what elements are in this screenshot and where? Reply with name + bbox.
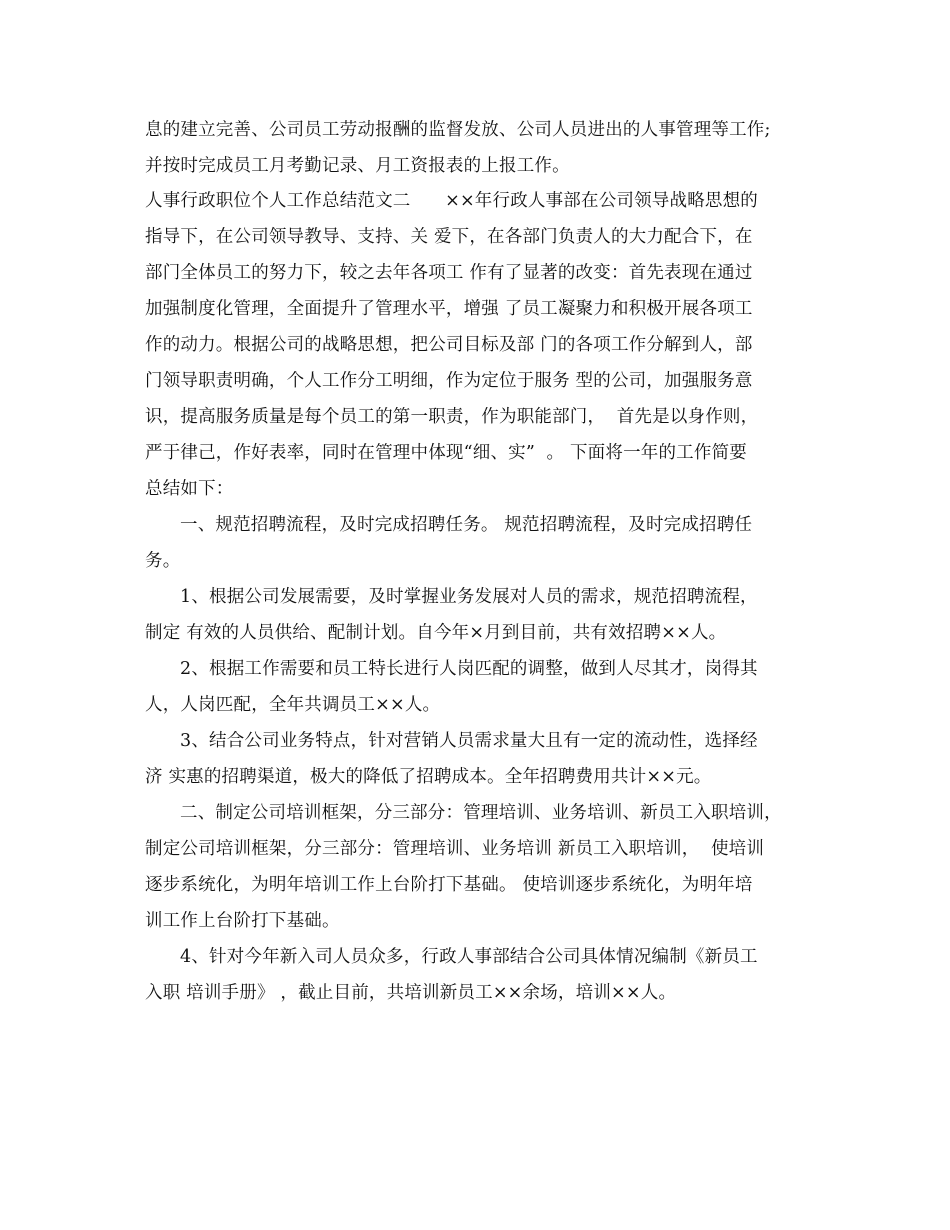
text-line: 1、根据公司发展需要，及时掌握业务发展对人员的需求，规范招聘流程， [180,587,758,607]
section-heading-line: 人事行政职位个人工作总结范文二 ××年行政人事部在公司领导战略思想的 [145,191,759,211]
text-line: 一、规范招聘流程，及时完成招聘任务。 规范招聘流程，及时完成招聘任 [180,515,753,535]
text-line: 入职 培训手册》 ，截止目前，共培训新员工××余场，培训××人。 [145,983,677,1003]
text-line: 训工作上台阶打下基础。 [145,911,340,931]
text-line: 二、制定公司培训框架，分三部分：管理培训、业务培训、新员工入职培训， [180,803,782,823]
text-line: 3、结合公司业务特点，针对营销人员需求量大且有一定的流动性，选择经 [180,731,758,751]
text-line: 制定 有效的人员供给、配制计划。自今年×月到目前，共有效招聘××人。 [145,623,727,643]
text-line: 济 实惠的招聘渠道，极大的降低了招聘成本。全年招聘费用共计××元。 [145,767,712,787]
text-line: 严于律己，作好表率，同时在管理中体现“细、实” 。 下面将一年的工作简要 [145,443,747,463]
text-line: 门领导职责明确，个人工作分工明细，作为定位于服务 型的公司，加强服务意 [145,371,753,391]
text-line: 部门全体员工的努力下，较之去年各项工 作有了显著的改变：首先表现在通过 [145,263,753,283]
text-line: 制定公司培训框架，分三部分：管理培训、业务培训 新员工入职培训， 使培训 [145,839,765,859]
text-line: 逐步系统化，为明年培训工作上台阶打下基础。 使培训逐步系统化，为明年培 [145,875,753,895]
text-line: 指导下，在公司领导教导、支持、关 爱下，在各部门负责人的大力配合下，在 [145,227,753,247]
text-line: 2、根据工作需要和员工特长进行人岗匹配的调整，做到人尽其才，岗得其 [180,659,758,679]
text-line: 识，提高服务质量是每个员工的第一职责，作为职能部门， 首先是以身作则， [145,407,759,427]
text-line: 人，人岗匹配，全年共调员工××人。 [145,695,441,715]
text-line: 4、针对今年新入司人员众多，行政人事部结合公司具体情况编制《新员工 [180,947,758,967]
text-line: 并按时完成员工月考勤记录、月工资报表的上报工作。 [145,156,570,176]
text-line: 息的建立完善、公司员工劳动报酬的监督发放、公司人员进出的人事管理等工作; [145,120,771,140]
text-line: 总结如下： [145,479,234,499]
text-line: 加强制度化管理，全面提升了管理水平，增强 了员工凝聚力和积极开展各项工 [145,299,753,319]
text-line: 作的动力。根据公司的战略思想，把公司目标及部 门的各项工作分解到人，部 [145,335,753,355]
text-line: 务。 [145,551,181,571]
